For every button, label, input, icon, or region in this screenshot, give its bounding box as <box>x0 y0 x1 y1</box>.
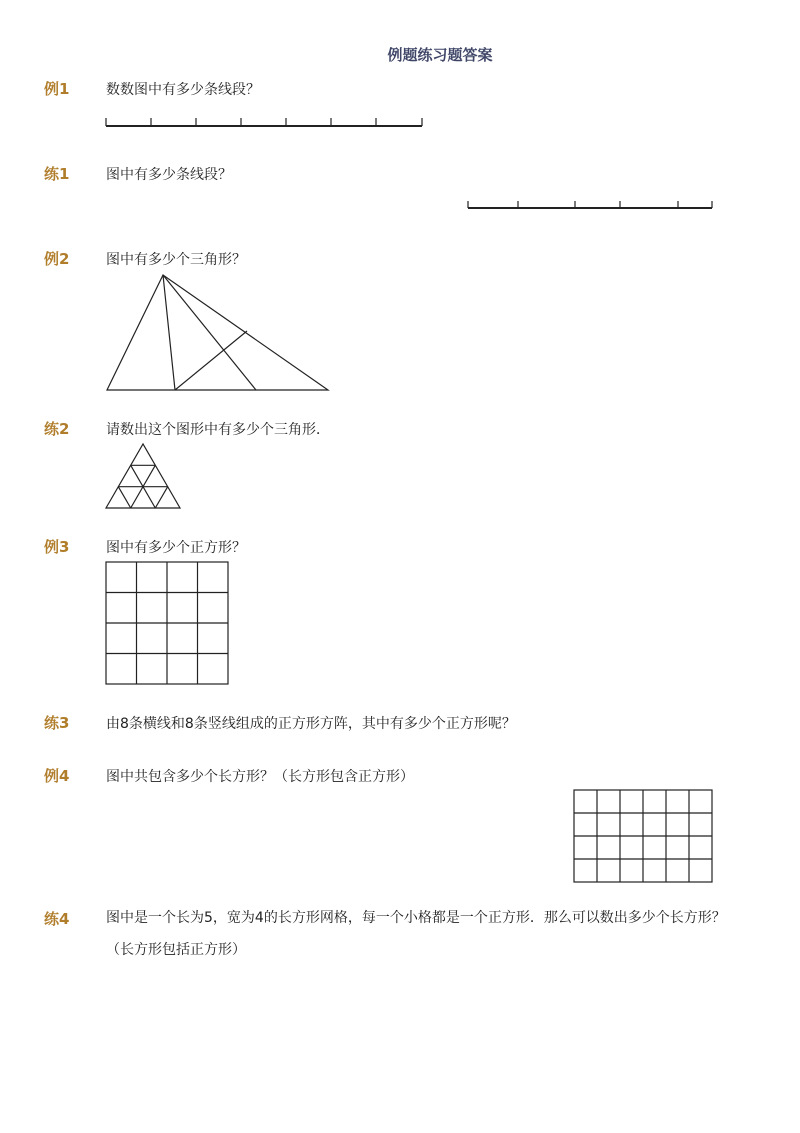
item-question: 图中有多少条线段？ <box>106 167 232 183</box>
segment-figure-2 <box>462 194 718 214</box>
item-label: 例1 <box>44 80 70 98</box>
item-question: 图中共包含多少个长方形？（长方形包含正方形） <box>106 769 414 785</box>
item-label: 练4 <box>44 910 70 928</box>
page-title: 例题练习题答案 <box>387 46 493 64</box>
item-question: 图中有多少个正方形？ <box>106 540 246 556</box>
item-label: 例3 <box>44 538 70 556</box>
rectangle-grid-figure <box>568 784 718 888</box>
item-question: 请数出这个图形中有多少个三角形． <box>106 422 330 438</box>
item-label: 例2 <box>44 250 70 268</box>
item-question: 图中是一个长为5，宽为4的长方形网格，每一个小格都是一个正方形．那么可以数出多少个长方形？（长方形包括正方形） <box>106 910 726 958</box>
triangle-grid-figure <box>100 440 186 514</box>
triangle-figure <box>100 268 336 398</box>
item-question: 图中有多少个三角形？ <box>106 252 246 268</box>
item-question: 由8条横线和8条竖线组成的正方形方阵，其中有多少个正方形呢？ <box>106 716 516 732</box>
item-label: 练3 <box>44 714 70 732</box>
item-question: 数数图中有多少条线段？ <box>106 82 260 98</box>
segment-figure-1 <box>100 110 430 134</box>
item-label: 练2 <box>44 420 70 438</box>
item-label: 例4 <box>44 767 70 785</box>
square-grid-figure <box>100 556 236 692</box>
item-label: 练1 <box>44 165 70 183</box>
